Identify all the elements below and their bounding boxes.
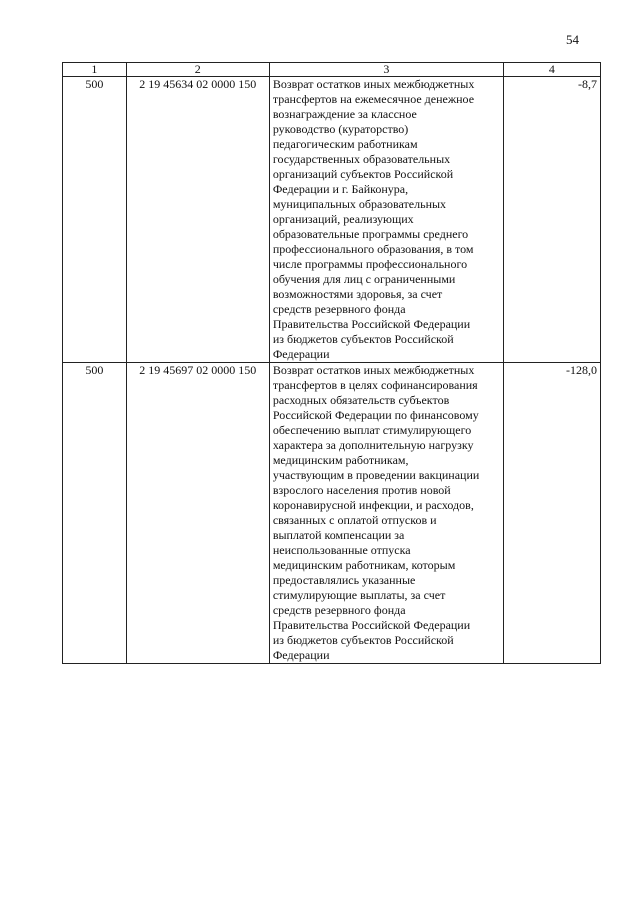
- description-line: государственных образовательных: [272, 152, 451, 166]
- description-line: трансфертов в целях софинансирования: [272, 378, 478, 392]
- description-line: Федерации: [272, 648, 330, 662]
- description-line: вознаграждение за классное: [272, 107, 417, 121]
- table-row: [63, 77, 601, 363]
- description-cell: [269, 363, 503, 664]
- description-line: коронавирусной инфекции, и расходов,: [272, 498, 474, 512]
- description-line: связанных с оплатой отпусков и: [272, 513, 437, 527]
- description-line: из бюджетов субъектов Российской: [272, 633, 454, 647]
- description-line: медицинским работникам, которым: [272, 558, 456, 572]
- description-line: руководство (кураторство): [272, 122, 409, 136]
- description-line: средств резервного фонда: [272, 603, 406, 617]
- description-line: из бюджетов субъектов Российской: [272, 332, 454, 346]
- description-line: предоставлялись указанные: [272, 573, 416, 587]
- admin-code-cell: 500: [63, 77, 127, 363]
- description-line: педагогическим работникам: [272, 137, 418, 151]
- description-line: Федерации и г. Байконура,: [272, 182, 409, 196]
- description-line: организаций субъектов Российской: [272, 167, 454, 181]
- budget-table: [62, 62, 601, 664]
- description-line: средств резервного фонда: [272, 302, 406, 316]
- admin-code-cell: 500: [63, 363, 127, 664]
- description-line: взрослого населения против новой: [272, 483, 451, 497]
- description-line: участвующим в проведении вакцинации: [272, 468, 480, 482]
- description-line: неиспользованные отпуска: [272, 543, 411, 557]
- description-line: Возврат остатков иных межбюджетных: [272, 77, 475, 91]
- description-line: Правительства Российской Федерации: [272, 317, 471, 331]
- description-line: обучения для лиц с ограниченными: [272, 272, 456, 286]
- description-line: организаций, реализующих: [272, 212, 414, 226]
- column-header-3: 3: [269, 63, 503, 77]
- description-line: Федерации: [272, 347, 330, 361]
- description-line: обеспечению выплат стимулирующего: [272, 423, 472, 437]
- table-row: [63, 363, 601, 664]
- column-header-1: 1: [63, 63, 127, 77]
- description-cell: [269, 77, 503, 363]
- amount-cell: -128,0: [503, 363, 600, 664]
- description-line: Российской Федерации по финансовому: [272, 408, 479, 422]
- budget-code-cell: 2 19 45697 02 0000 150: [126, 363, 269, 664]
- column-header-4: 4: [503, 63, 600, 77]
- amount-cell: -8,7: [503, 77, 600, 363]
- description-line: трансфертов на ежемесячное денежное: [272, 92, 475, 106]
- description-line: расходных обязательств субъектов: [272, 393, 450, 407]
- description-line: стимулирующие выплаты, за счет: [272, 588, 446, 602]
- description-line: выплатой компенсации за: [272, 528, 405, 542]
- description-line: муниципальных образовательных: [272, 197, 447, 211]
- description-line: характера за дополнительную нагрузку: [272, 438, 474, 452]
- description-line: Правительства Российской Федерации: [272, 618, 471, 632]
- description-line: профессионального образования, в том: [272, 242, 474, 256]
- column-header-2: 2: [126, 63, 269, 77]
- table-body: [63, 77, 601, 664]
- description-line: числе программы профессионального: [272, 257, 468, 271]
- description-line: Возврат остатков иных межбюджетных: [272, 363, 475, 377]
- description-line: образовательные программы среднего: [272, 227, 469, 241]
- description-line: возможностями здоровья, за счет: [272, 287, 443, 301]
- budget-code-cell: 2 19 45634 02 0000 150: [126, 77, 269, 363]
- header-row: [63, 63, 601, 77]
- description-line: медицинским работникам,: [272, 453, 409, 467]
- page-number: 54: [566, 32, 579, 47]
